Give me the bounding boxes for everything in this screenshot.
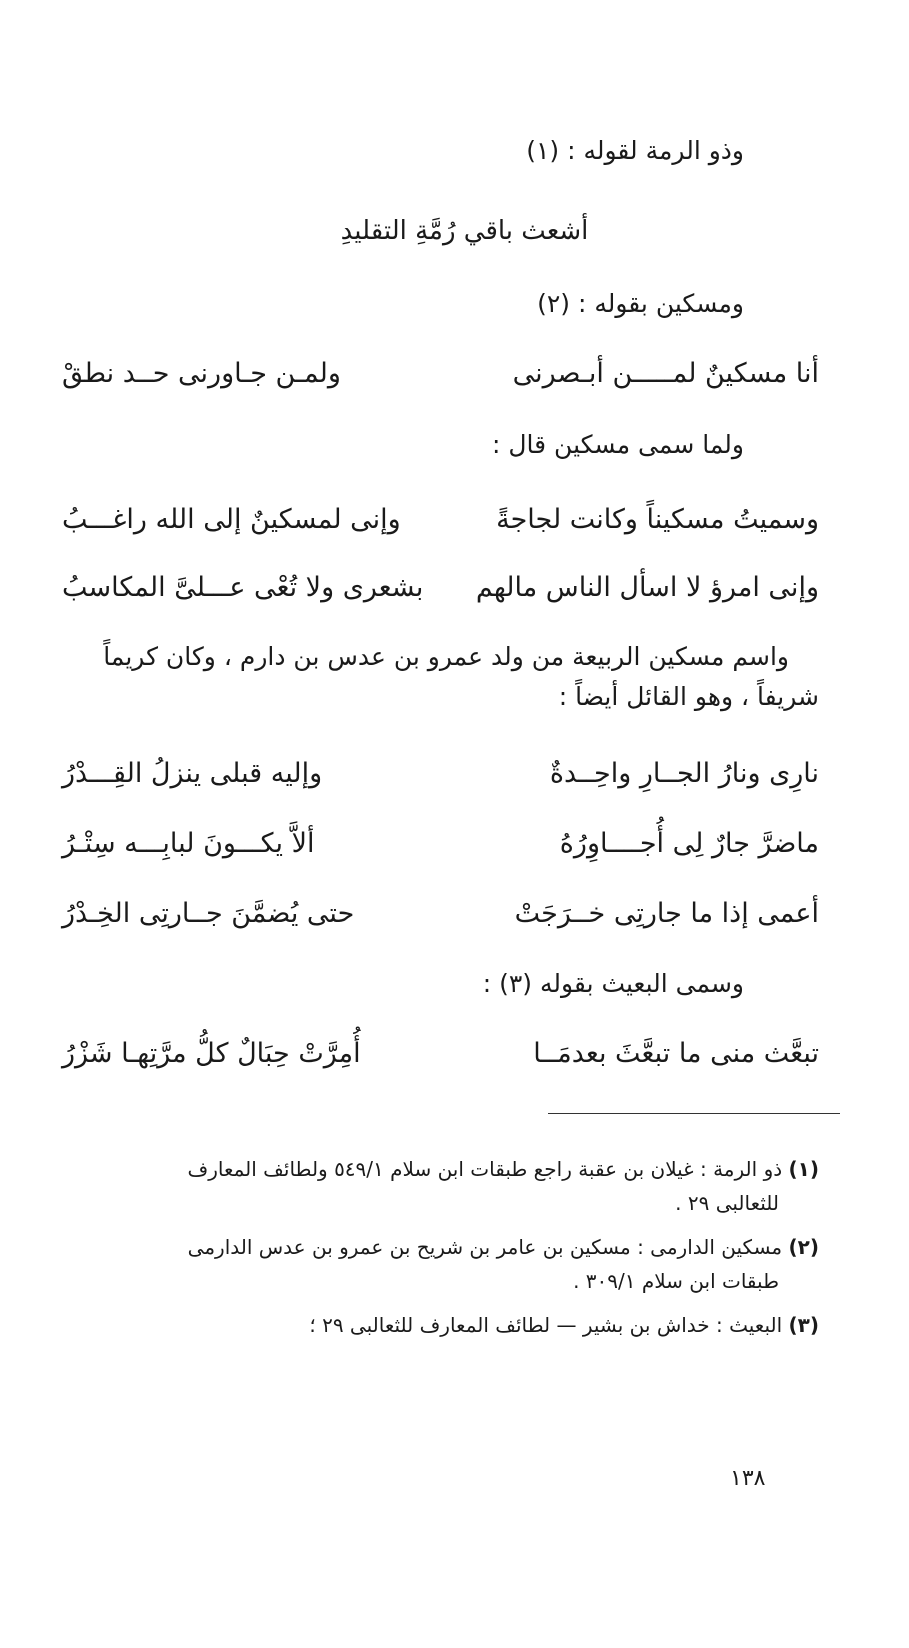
prose-line-1: واسم مسكين الربيعة من ولد عمرو بن عدس بن دارم ، وكان كريماً <box>103 642 789 671</box>
footnote-number: (١) <box>788 1157 819 1181</box>
verse-hemistich-first: تبعَّث منى ما تبعَّثَ بعدمَــا <box>533 1038 819 1069</box>
verse-hemistich-second: وإنى لمسكينٌ إلى الله راغـــبُ <box>62 504 401 535</box>
footnote-number: (٣) <box>788 1313 819 1337</box>
page-number: ١٣٨ <box>730 1466 766 1491</box>
footnote-text: مسكين الدارمى : مسكين بن عامر بن شريح بن عمرو بن عدس الدارمى <box>187 1235 783 1259</box>
verse-hemistich-first: وإنى امرؤ لا اسأل الناس مالهم <box>475 572 819 603</box>
intro-miskin: ومسكين بقوله : (٢) <box>537 289 744 318</box>
verse-hemistich-second: بشعرى ولا تُعْى عـــلىَّ المكاسبُ <box>62 572 424 603</box>
footnote-3 <box>309 1310 819 1340</box>
verse-hemistich-second: حتى يُضمَّنَ جــارتِى الخِـدْرُ <box>62 898 355 929</box>
intro-dhu-rumma: وذو الرمة لقوله : (١) <box>526 136 744 165</box>
verse-hemistich-first: ماضرَّ جارٌ لِى أُجــــاوِرُهُ <box>559 828 819 859</box>
footnote-2 <box>188 1232 819 1262</box>
intro-when-named: ولما سمى مسكين قال : <box>491 430 744 459</box>
footnote-2-cont: طبقات ابن سلام ٣٠٩/١ . <box>573 1269 779 1293</box>
verse-hemistich-first: أعمى إذا ما جارتِى خــرَجَتْ <box>514 898 819 929</box>
verse-hemistich-second: ولمـن جـاورنى حــد نطقْ <box>62 358 341 389</box>
verse-hemistich-second: ألاَّ يكـــونَ لبابِـــه سِتْـرُ <box>62 828 315 859</box>
verse-hemistich-second: أُمِرَّتْ حِبَالٌ كلُّ مرَّتِهـا شَزْرُ <box>62 1038 361 1069</box>
verse-hemistich-second: وإليه قبلى ينزلُ القِـــدْرُ <box>62 758 323 789</box>
footnote-text: البعيث : خداش بن بشير — لطائف المعارف للثعالبى ٢٩ ؛ <box>309 1313 783 1337</box>
prose-line-2: شريفاً ، وهو القائل أيضاً : <box>558 682 819 711</box>
footnote-1 <box>187 1154 819 1184</box>
verse-hemistich-first: وسميتُ مسكيناً وكانت لجاجةً <box>496 504 819 535</box>
verse-hemistich-first: أنا مسكينٌ لمـــــن أبـصرنى <box>512 358 819 389</box>
footnote-number: (٢) <box>788 1235 819 1259</box>
verse-hemistich-first: نارِى ونارُ الجــارِ واحِــدةٌ <box>549 758 819 789</box>
footnote-1-cont: للثعالبى ٢٩ . <box>675 1191 779 1215</box>
intro-baith: وسمى البعيث بقوله (٣) : <box>482 969 744 998</box>
footnote-text: ذو الرمة : غيلان بن عقبة راجع طبقات ابن سلام ٥٤٩/١ ولطائف المعارف <box>187 1157 783 1181</box>
verse-dhu-rumma: أشعث باقي رُمَّةِ التقليدِ <box>340 216 589 246</box>
footnote-separator <box>548 1113 840 1114</box>
